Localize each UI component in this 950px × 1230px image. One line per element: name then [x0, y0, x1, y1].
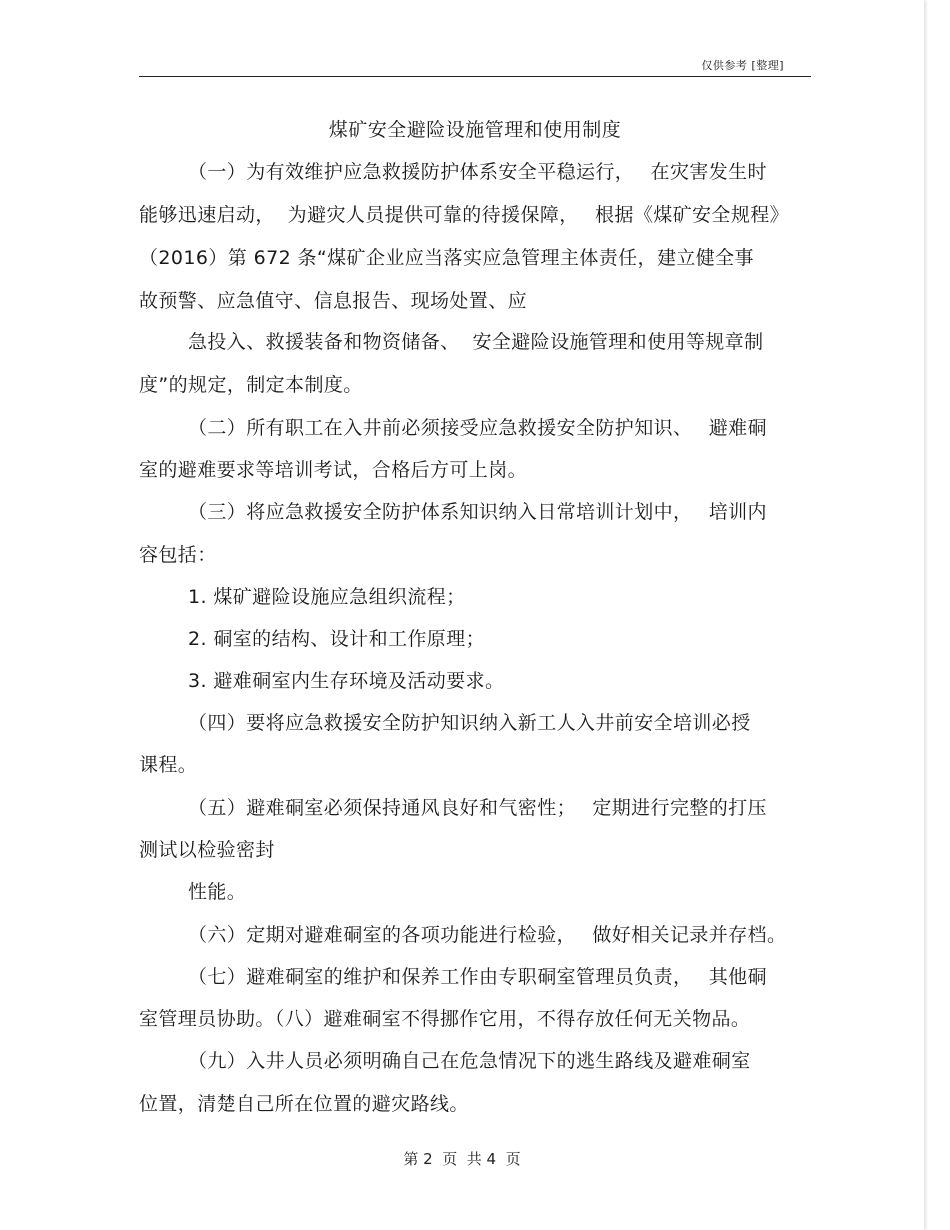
list-item: 3. 避难硐室内生存环境及活动要求。 [188, 670, 505, 692]
body-line: 急投入、救援装备和物资储备、 安全避险设施管理和使用等规章制 [188, 331, 764, 353]
body-line: 容包括： [139, 544, 217, 566]
body-line: （三）将应急救援安全防护体系知识纳入日常培训计划中， 培训内 [188, 501, 767, 523]
body-line: 测试以检验密封 [139, 839, 275, 861]
body-line: 度”的规定，制定本制度。 [139, 374, 363, 396]
page-number-footer: 第 2 页 共 4 页 [403, 1150, 521, 1168]
body-line: 位置，清楚自己所在位置的避灾路线。 [139, 1093, 469, 1115]
body-line: 性能。 [188, 881, 247, 903]
body-line: （七）避难硐室的维护和保养工作由专职硐室管理员负责， 其他硐 [188, 966, 767, 988]
body-line: 课程。 [139, 754, 198, 776]
body-line: （五）避难硐室必须保持通风良好和气密性； 定期进行完整的打压 [188, 797, 767, 819]
body-line: （四）要将应急救援安全防护知识纳入新工人入井前安全培训必授 [188, 712, 751, 734]
body-line: 故预警、应急值守、信息报告、现场处置、应 [139, 290, 528, 312]
list-item: 1. 煤矿避险设施应急组织流程； [188, 586, 466, 608]
header-label: 仅供参考 [整理] [701, 59, 784, 72]
body-line: 能够迅速启动， 为避灾人员提供可靠的待援保障， 根据《煤矿安全规程》 [139, 204, 790, 226]
body-line: （二）所有职工在入井前必须接受应急救援安全防护知识、 避难硐 [188, 417, 767, 439]
document-title: 煤矿安全避险设施管理和使用制度 [328, 119, 622, 141]
body-line: 室的避难要求等培训考试，合格后方可上岗。 [139, 459, 528, 481]
header-rule [139, 76, 811, 77]
list-item: 2. 硐室的结构、设计和工作原理； [188, 628, 485, 650]
body-line: （一）为有效维护应急救援防护体系安全平稳运行， 在灾害发生时 [188, 161, 767, 183]
body-line: （六）定期对避难硐室的各项功能进行检验， 做好相关记录并存档。 [188, 924, 787, 946]
body-line: （九）入井人员必须明确自己在危急情况下的逃生路线及避难硐室 [188, 1050, 751, 1072]
body-line: （2016）第 672 条“煤矿企业应当落实应急管理主体责任，建立健全事 [139, 247, 754, 269]
body-line: 室管理员协助。（八）避难硐室不得挪作它用，不得存放任何无关物品。 [139, 1008, 751, 1030]
